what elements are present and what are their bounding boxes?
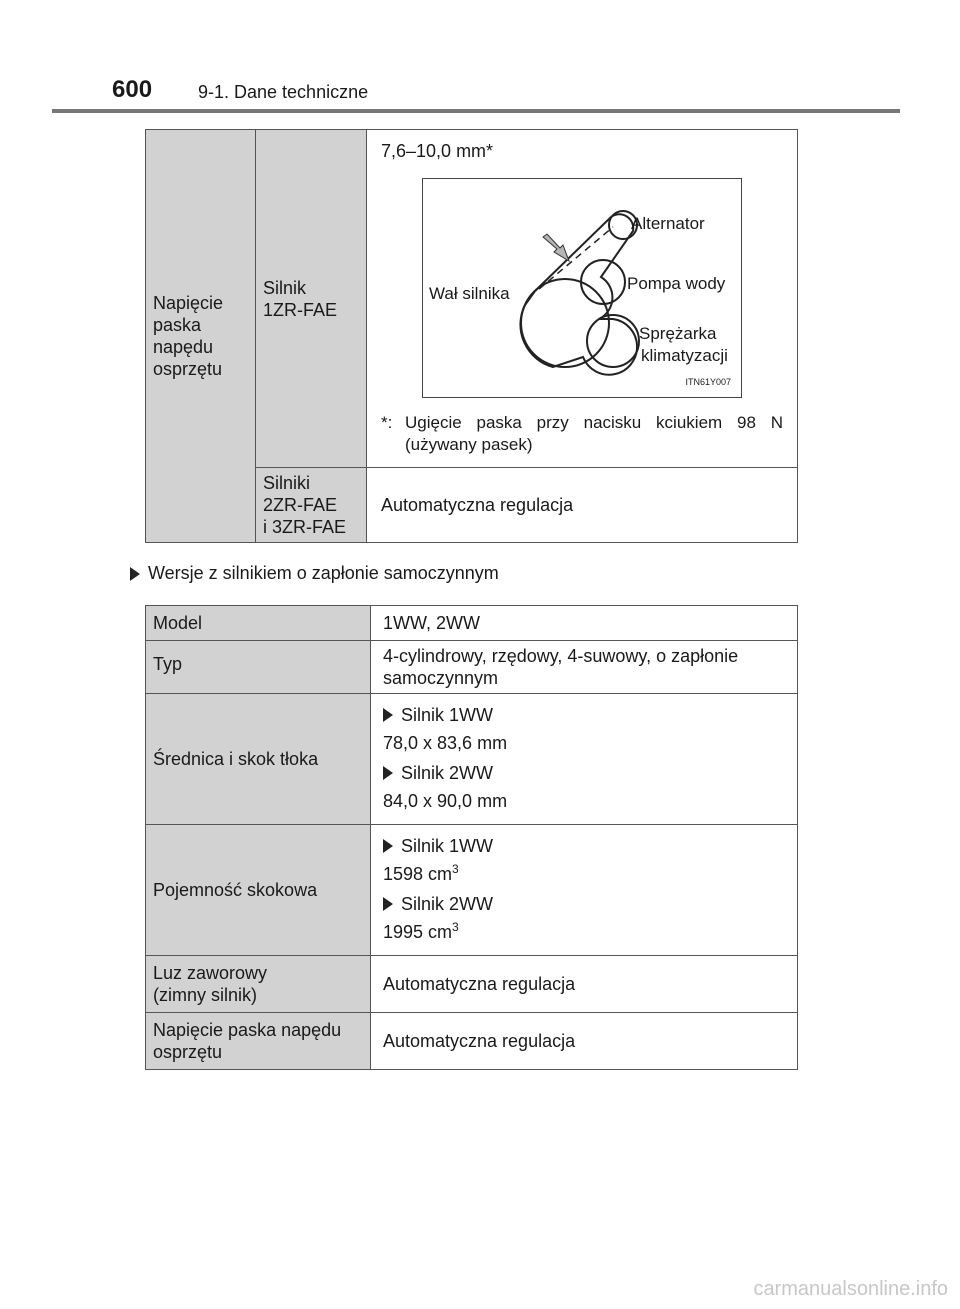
bullet-triangle-icon bbox=[383, 897, 393, 911]
crankshaft-pulley bbox=[521, 279, 609, 367]
footnote-line2: (używany pasek) bbox=[405, 435, 533, 454]
label-water-pump: Pompa wody bbox=[627, 274, 726, 293]
press-arrow-icon bbox=[543, 234, 569, 261]
diesel-spec-table bbox=[145, 605, 798, 1070]
label-compressor-2: klimatyzacji bbox=[641, 346, 728, 365]
label-compressor-1: Sprężarka bbox=[639, 324, 717, 343]
displacement-value: Silnik 1WW 1598 $cm^3$ Silnik 2WW 1995 $cm^3$ bbox=[371, 825, 798, 956]
model-label: Model bbox=[146, 606, 371, 641]
page-number: 600 bbox=[112, 76, 153, 103]
belt-tension-label: Napięcie paska napędu osprzętu bbox=[146, 130, 256, 543]
deflection-value: 7,6–10,0 mm* bbox=[381, 141, 494, 161]
engine-2zr-value: Automatyczna regulacja bbox=[367, 468, 798, 543]
diagram-code: ITN61Y007 bbox=[685, 377, 731, 387]
label-alternator: Alternator bbox=[631, 214, 705, 233]
bullet-triangle-icon bbox=[130, 567, 140, 581]
section-title: 9-1. Dane techniczne bbox=[198, 82, 369, 102]
engine-1zr-cell: Silnik 1ZR-FAE bbox=[256, 130, 367, 468]
bore-label: Średnica i skok tłoka bbox=[146, 694, 371, 825]
type-value: 4-cylindrowy, rzędowy, 4-suwowy, o zapłonie samoczynnym bbox=[371, 641, 798, 694]
watermark: carmanualsonline.info bbox=[753, 1278, 948, 1300]
water-pump-pulley bbox=[581, 260, 625, 304]
belt-diagram bbox=[422, 178, 742, 398]
label-crankshaft: Wał silnika bbox=[429, 284, 510, 303]
model-value: 1WW, 2WW bbox=[371, 606, 798, 641]
header-rule bbox=[52, 109, 900, 113]
footnote-marker: *: bbox=[381, 413, 393, 432]
compressor-pulley bbox=[587, 315, 639, 367]
bullet-triangle-icon bbox=[383, 708, 393, 722]
displacement-label: Pojemność skokowa bbox=[146, 825, 371, 956]
engine-2zr-3zr-cell: Silniki 2ZR-FAE i 3ZR-FAE bbox=[256, 468, 367, 543]
valve-clearance-value: Automatyczna regulacja bbox=[371, 956, 798, 1013]
diesel-belt-value: Automatyczna regulacja bbox=[371, 1013, 798, 1070]
diesel-belt-label: Napięcie paska napędu osprzętu bbox=[146, 1013, 371, 1070]
deflection-cell bbox=[367, 130, 798, 468]
diesel-heading: Wersje z silnikiem o zapłonie samoczynnym bbox=[130, 563, 499, 584]
type-label: Typ bbox=[146, 641, 371, 694]
belt-tension-table bbox=[145, 129, 798, 543]
footnote bbox=[381, 412, 783, 456]
footnote-line1: Ugięcie paska przy nacisku kciukiem 98 N bbox=[405, 413, 783, 432]
bullet-triangle-icon bbox=[383, 766, 393, 780]
bore-value: Silnik 1WW 78,0 x 83,6 mm Silnik 2WW 84,0 x 90,0 mm bbox=[371, 694, 798, 825]
valve-clearance-label: Luz zaworowy (zimny silnik) bbox=[146, 956, 371, 1013]
bullet-triangle-icon bbox=[383, 839, 393, 853]
